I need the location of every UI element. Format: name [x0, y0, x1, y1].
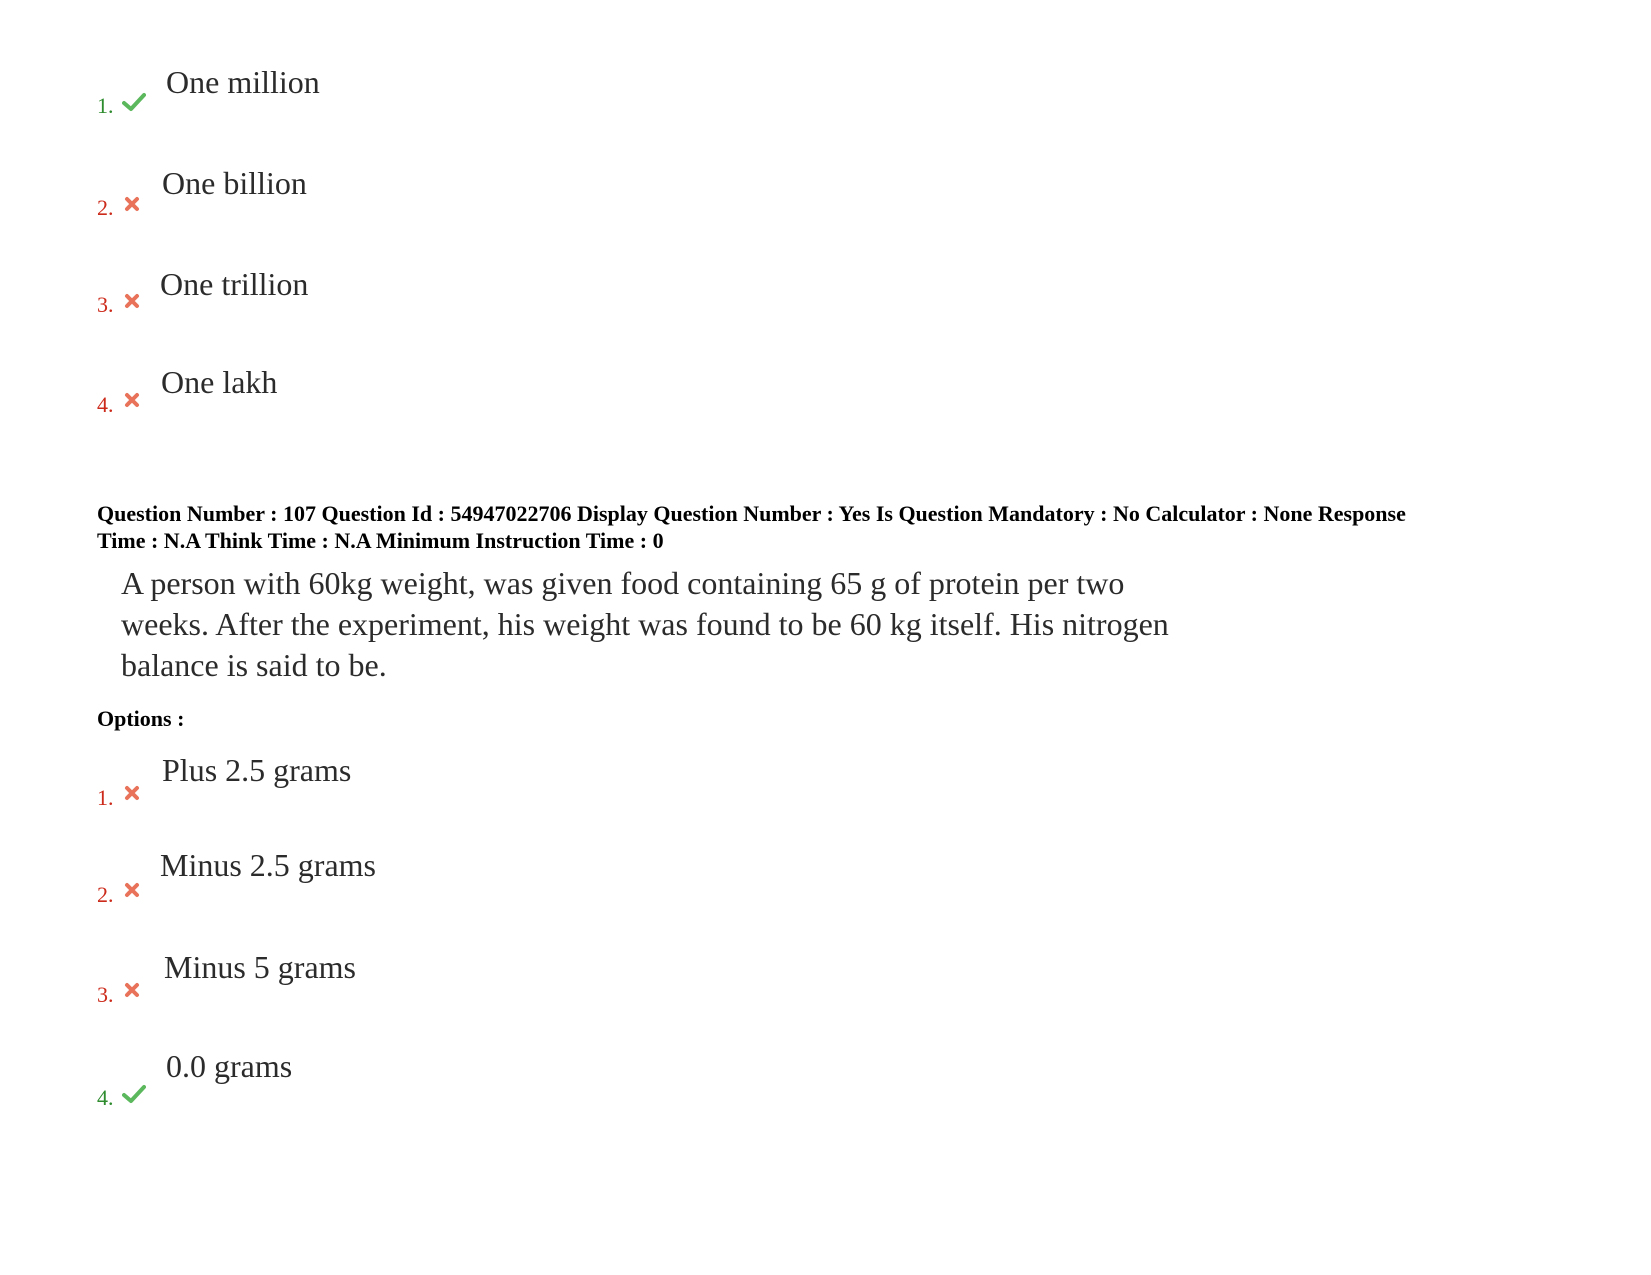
- cross-icon: [124, 785, 140, 801]
- check-icon: [122, 92, 146, 112]
- check-icon: [122, 1084, 146, 1104]
- option-number: 4.: [97, 1085, 114, 1110]
- option-4: [0, 1045, 900, 1125]
- question-text: [121, 563, 1321, 686]
- option-text: Minus 5 grams: [164, 949, 356, 985]
- option-3: [0, 942, 900, 1022]
- option-text: Plus 2.5 grams: [162, 752, 352, 788]
- question-text-line-1: A person with 60kg weight, was given food containing 65 g of protein per two: [121, 565, 1125, 601]
- option-number: 3.: [97, 982, 114, 1007]
- cross-icon: [124, 982, 140, 998]
- question-text-line-3: balance is said to be.: [121, 647, 387, 683]
- options-label: Options :: [97, 706, 185, 731]
- option-number: 1.: [97, 93, 114, 118]
- option-text: Minus 2.5 grams: [160, 847, 376, 883]
- option-number: 2.: [97, 195, 114, 220]
- option-2: [0, 842, 900, 922]
- option-number: 3.: [97, 292, 114, 317]
- question-metadata: [97, 500, 1567, 554]
- cross-icon: [124, 196, 140, 212]
- option-text: 0.0 grams: [166, 1048, 293, 1084]
- option-text: One lakh: [161, 364, 278, 400]
- prev-option-2: [0, 160, 900, 240]
- cross-icon: [124, 882, 140, 898]
- cross-icon: [124, 293, 140, 309]
- question-text-line-2: weeks. After the experiment, his weight was found to be 60 kg itself. His nitrogen: [121, 606, 1169, 642]
- option-text: One million: [166, 64, 320, 100]
- prev-option-3: [0, 258, 900, 338]
- option-number: 1.: [97, 785, 114, 810]
- option-number: 2.: [97, 882, 114, 907]
- prev-option-4: [0, 356, 900, 436]
- question-metadata-line-1: Question Number : 107 Question Id : 54947022706 Display Question Number : Yes Is Question Mandatory : No Calculator : None Response: [97, 501, 1406, 526]
- cross-icon: [124, 392, 140, 408]
- option-1: [0, 745, 900, 825]
- question-metadata-line-2: Time : N.A Think Time : N.A Minimum Instruction Time : 0: [97, 528, 664, 553]
- prev-option-1: [0, 60, 900, 140]
- option-text: One billion: [162, 165, 307, 201]
- option-number: 4.: [97, 392, 114, 417]
- option-text: One trillion: [160, 266, 309, 302]
